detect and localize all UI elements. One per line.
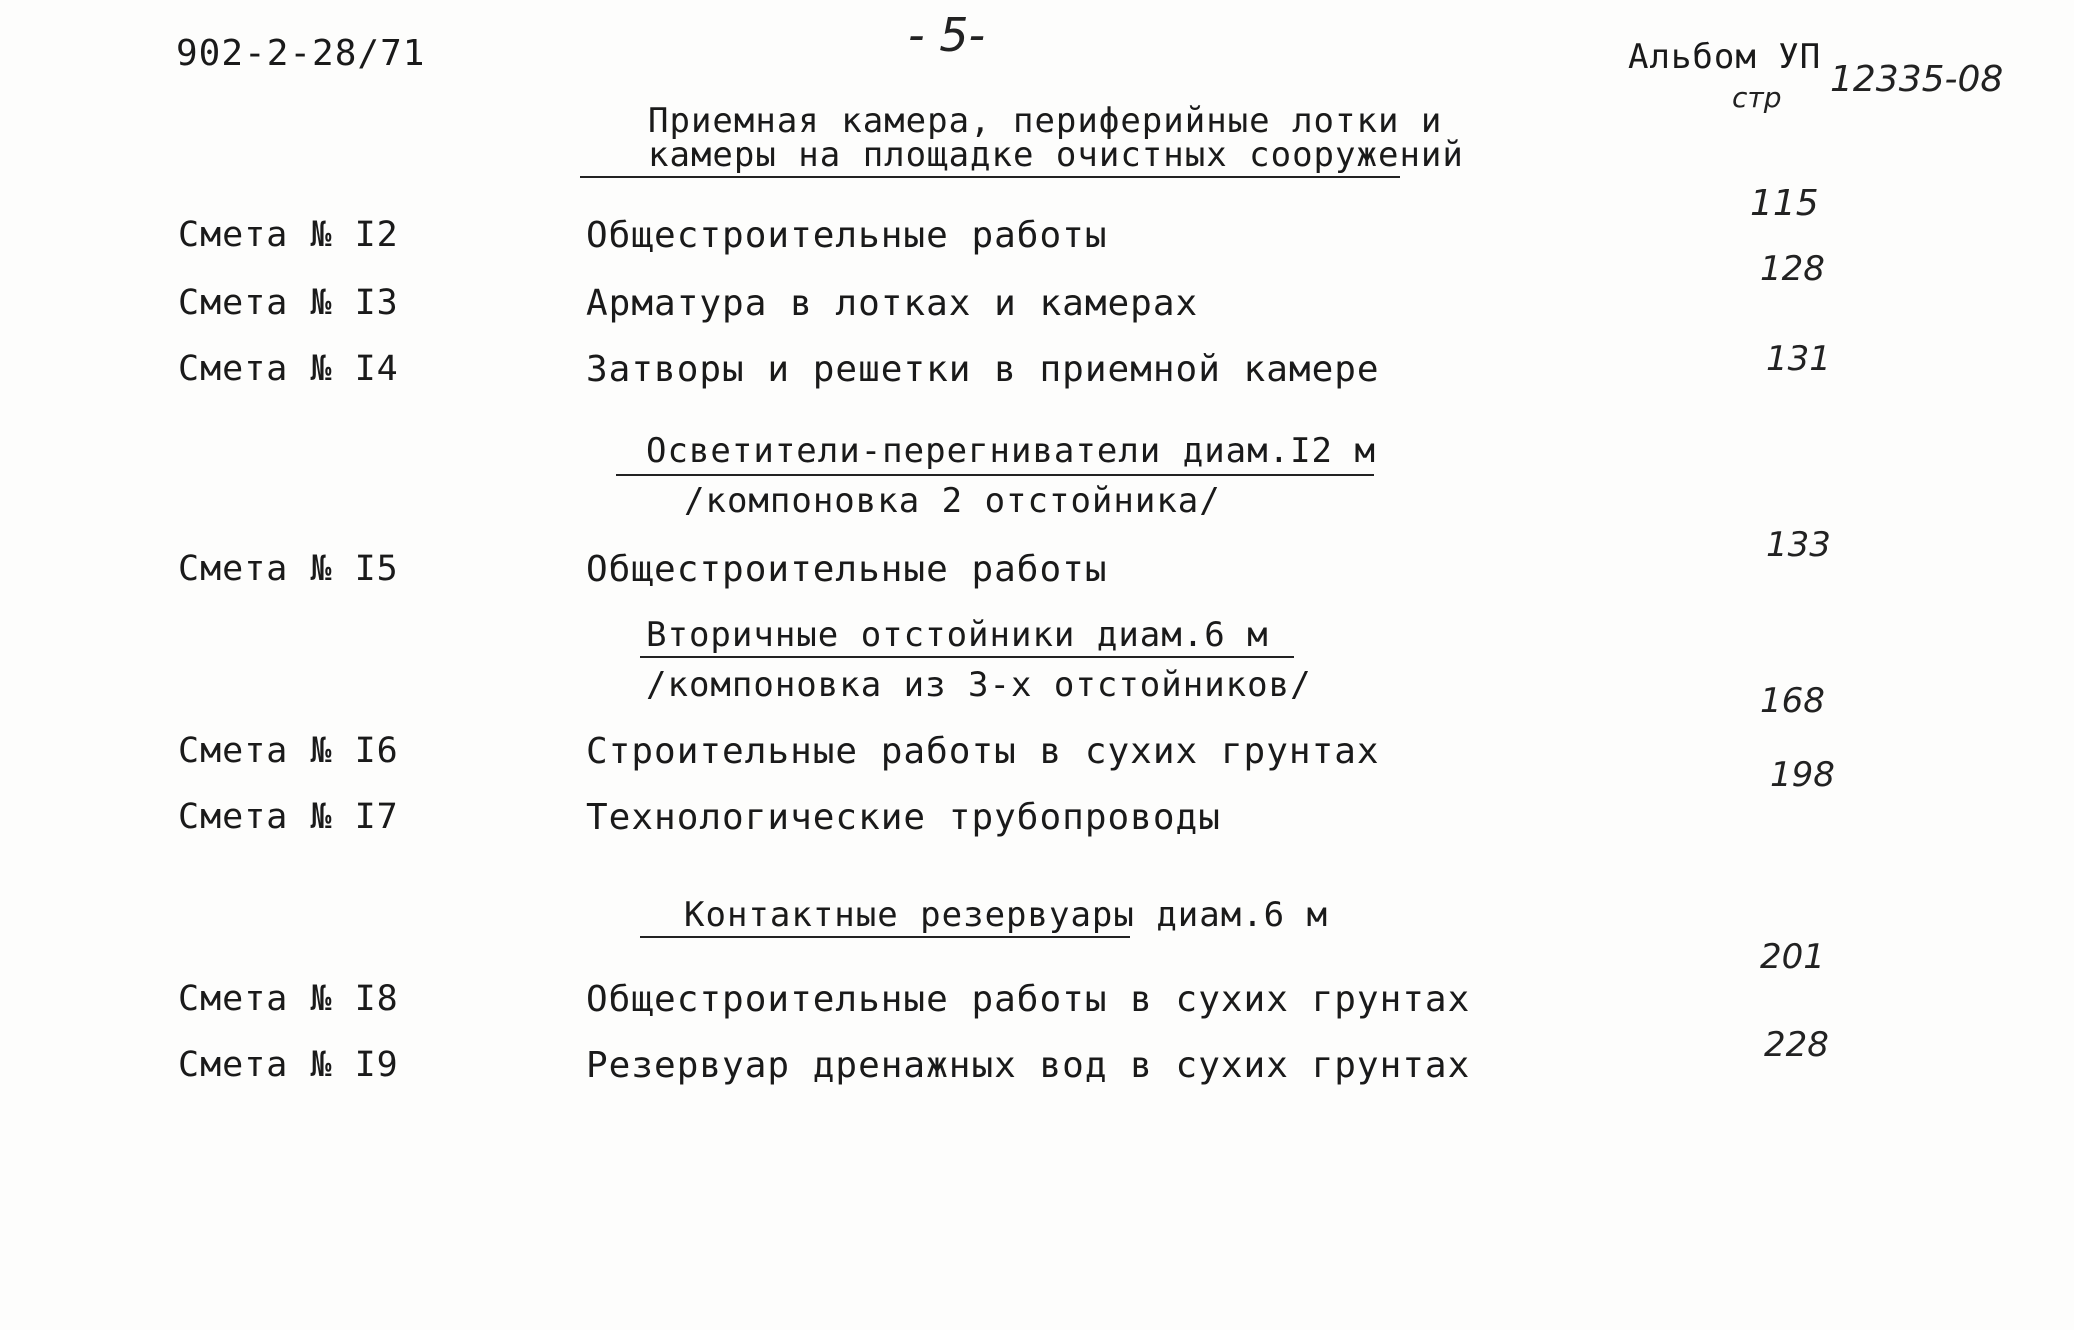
section-underline	[640, 656, 1294, 658]
section-title-line: /компоновка из 3-х отстойников/	[646, 665, 1312, 705]
estimate-description: Резервуар дренажных вод в сухих грунтах	[586, 1045, 1471, 1086]
estimate-label: Смета № I6	[178, 731, 399, 771]
album-label: Альбом УП	[1628, 37, 1822, 77]
estimate-label: Смета № I4	[178, 349, 399, 389]
estimate-page: 131	[1766, 339, 1831, 379]
page-number: - 5-	[908, 8, 986, 62]
document-code: 902-2-28/71	[176, 33, 426, 74]
estimate-description: Строительные работы в сухих грунтах	[586, 731, 1380, 772]
estimate-description: Технологические трубопроводы	[586, 797, 1221, 838]
estimate-page: 133	[1766, 525, 1831, 565]
estimate-description: Затворы и решетки в приемной камере	[586, 349, 1380, 390]
section-title-line: Приемная камера, периферийные лотки и	[648, 101, 1443, 141]
estimate-description: Общестроительные работы в сухих грунтах	[586, 979, 1471, 1020]
stamp-number: 12335-08	[1830, 59, 2004, 100]
section-title-line: Осветители-перегниватели диам.I2 м	[646, 431, 1376, 471]
section-underline	[640, 936, 1130, 938]
estimate-label: Смета № I2	[178, 215, 399, 255]
section-underline	[616, 474, 1374, 476]
estimate-description: Общестроительные работы	[586, 215, 1108, 256]
estimate-label: Смета № I5	[178, 549, 399, 589]
section-title-line: /компоновка 2 отстойника/	[684, 481, 1221, 521]
estimate-page: 228	[1764, 1025, 1829, 1065]
estimate-page: 168	[1760, 681, 1825, 721]
estimate-description: Арматура в лотках и камерах	[586, 283, 1199, 324]
estimate-page: 201	[1760, 937, 1825, 977]
section-title-line: Контактные резервуары диам.6 м	[684, 895, 1329, 935]
estimate-label: Смета № I3	[178, 283, 399, 323]
section-underline	[580, 176, 1400, 178]
estimate-label: Смета № I7	[178, 797, 399, 837]
estimate-page: 198	[1770, 755, 1835, 795]
estimate-page: 115	[1750, 183, 1819, 224]
estimate-description: Общестроительные работы	[586, 549, 1108, 590]
estimate-page: 128	[1760, 249, 1825, 289]
section-title-line: камеры на площадке очистных сооружений	[648, 135, 1464, 175]
estimate-label: Смета № I8	[178, 979, 399, 1019]
section-title-line: Вторичные отстойники диам.6 м	[646, 615, 1269, 655]
estimate-label: Смета № I9	[178, 1045, 399, 1085]
page-column-label: стр	[1732, 81, 1782, 114]
